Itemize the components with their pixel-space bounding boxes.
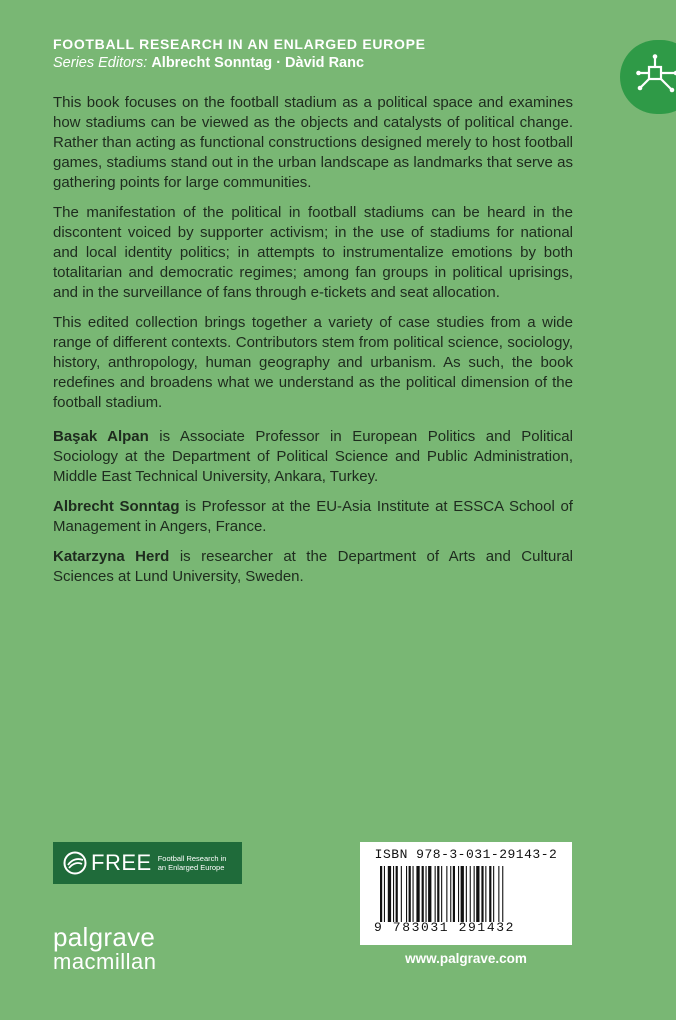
barcode-bar (476, 866, 479, 922)
author-bio-text: is Professor at the EU-Asia Institute at ESSCA School of Management in Angers, France. (53, 498, 573, 535)
barcode-bar (441, 866, 442, 922)
description-paragraph: This book focuses on the football stadium as a political space and examines how stadiums can be viewed as the objects and catalysts of political change. Rather than acting as functional constructions designed merely to host football games, stadiums stand out in the urban landscape as landmarks that serve as gathering points for large communities. (53, 94, 573, 191)
author-name: Katarzyna Herd (53, 548, 170, 565)
free-series-logo (53, 842, 242, 884)
barcode-bar (446, 866, 447, 922)
free-label: FREE (91, 850, 152, 875)
barcode-bar (470, 866, 471, 922)
network-icon (636, 54, 676, 98)
author-name: Başak Alpan (53, 428, 149, 445)
barcode-bar (498, 866, 499, 922)
free-subtitle: Football Research in an Enlarged Europe (157, 854, 227, 872)
barcode-bar (409, 866, 411, 922)
author-bio (53, 547, 573, 587)
barcode-bar (396, 866, 398, 922)
description-paragraph: This edited collection brings together a variety of case studies from a wide range of different contexts. Contributors stem from political science, sociology, history, anthropology, human geography and urbanism. As such, the book redefines and broadens what we understand as the political dimension of the football stadium. (53, 314, 573, 411)
publisher-line1: palgrave (53, 922, 156, 952)
barcode-bar (489, 866, 491, 922)
barcode-bar (393, 866, 394, 922)
barcode-bar (422, 866, 424, 922)
barcode-bar (493, 866, 494, 922)
author-name: Albrecht Sonntag (53, 498, 180, 515)
isbn-barcode (360, 842, 572, 972)
barcode-bar (450, 866, 451, 922)
isbn-text: ISBN 978-3-031-29143-2 (374, 847, 558, 862)
author-bio-text: is researcher at the Department of Arts and Cultural Sciences at Lund University, Sweden. (53, 548, 573, 585)
series-editors-names: Albrecht Sonntag · Dàvid Ranc (151, 55, 365, 71)
back-cover-text (53, 93, 573, 597)
publisher-line2: macmillan (53, 949, 157, 974)
series-editors-label: Series Editors: (53, 55, 148, 71)
barcode-bar (426, 866, 427, 922)
series-title: FOOTBALL RESEARCH IN AN ENLARGED EUROPE (53, 36, 426, 52)
football-icon (63, 851, 87, 875)
barcode-bar (458, 866, 459, 922)
barcode-bar (435, 866, 436, 922)
barcode-bar (413, 866, 414, 922)
barcode-bar (384, 866, 385, 922)
publisher-logo (53, 924, 157, 974)
barcode-bar (453, 866, 455, 922)
barcode-bar (416, 866, 419, 922)
publisher-url: www.palgrave.com (360, 945, 572, 972)
barcode-bar (401, 866, 402, 922)
author-bio (53, 497, 573, 537)
barcode-bar (485, 866, 486, 922)
barcode-bar (406, 866, 407, 922)
author-bio (53, 427, 573, 487)
series-badge (620, 40, 676, 114)
barcode-bar (481, 866, 483, 922)
description-paragraph: The manifestation of the political in football stadiums can be heard in the discontent voiced by supporter activism; in the use of stadiums for national and local identity politics; in attempts to instrumentalize emotions by both totalitarian and democratic regimes; among fan groups in political uprisings, and in the surveillance of fans through e-tickets and seat allocation. (53, 204, 573, 301)
barcode-bar (388, 866, 391, 922)
barcode-bar (474, 866, 475, 922)
barcode-bar (428, 866, 431, 922)
series-editors (53, 55, 364, 71)
barcode-bars (380, 866, 552, 922)
barcode-bar (437, 866, 439, 922)
barcode-bar (502, 866, 503, 922)
barcode-bar (461, 866, 464, 922)
barcode-bar (380, 866, 382, 922)
barcode-digits: 9 783031 291432 (374, 920, 516, 935)
author-bio-text: is Associate Professor in European Politics and Political Sociology at the Department of Political Science and Public Administration, Middle East Technical University, Ankara, Turkey. (53, 428, 573, 485)
barcode-bar (466, 866, 467, 922)
